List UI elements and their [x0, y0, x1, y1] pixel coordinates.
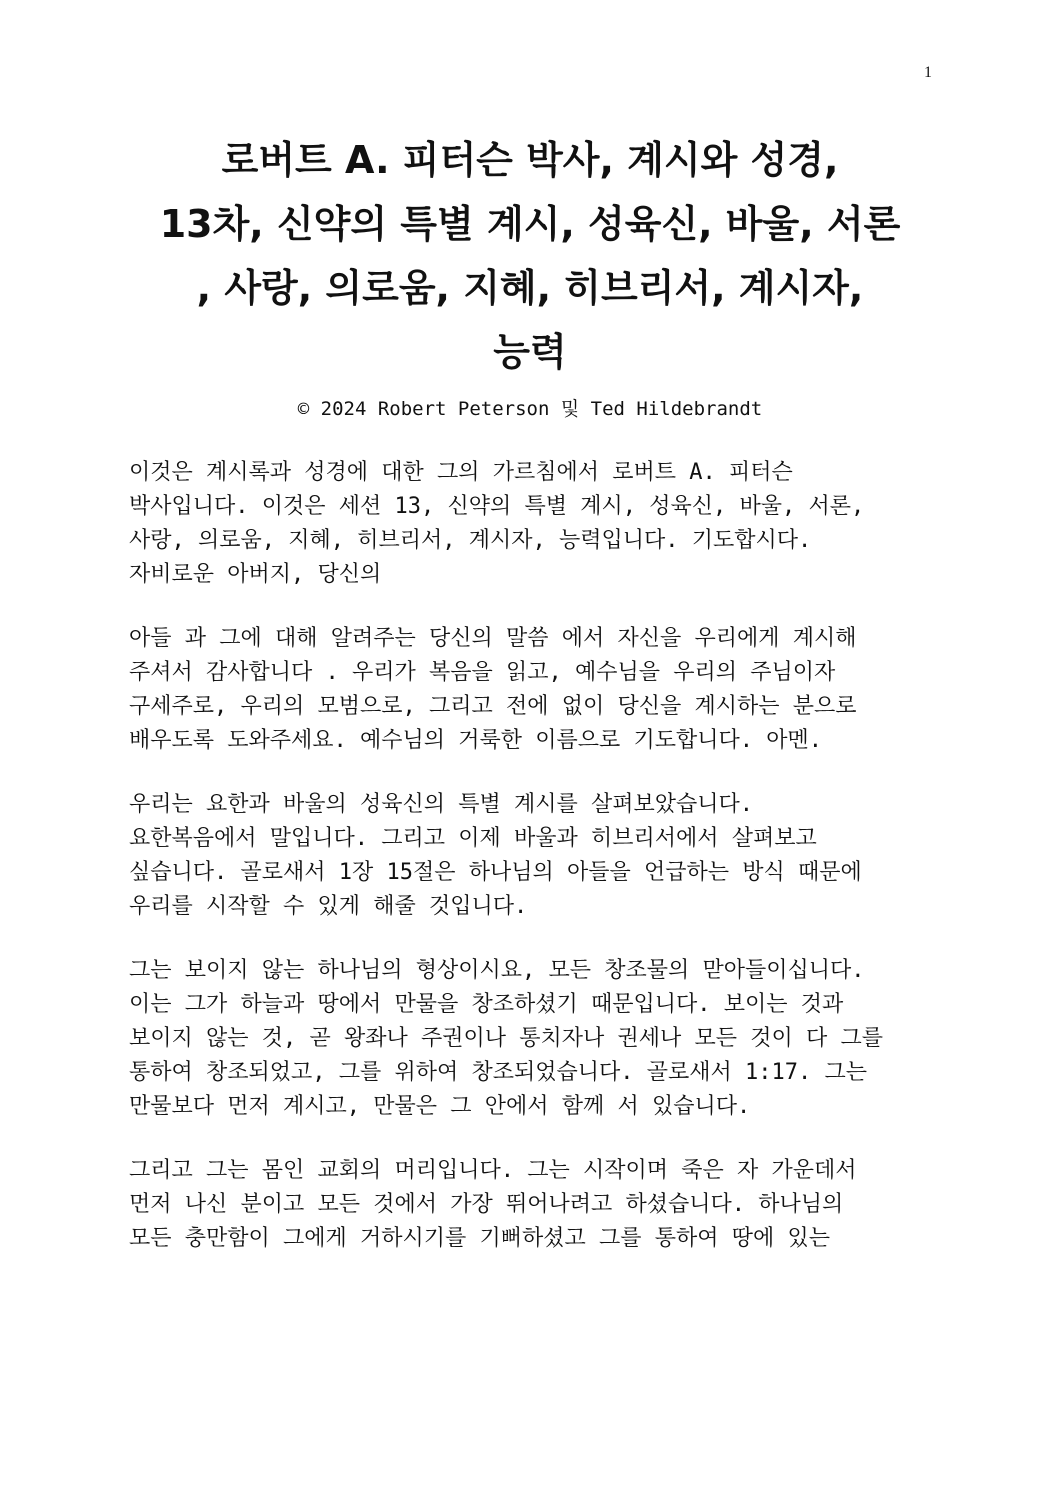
text-line: 박사입니다. 이것은 세션 13, 신약의 특별 계시, 성육신, 바울, 서론, — [129, 494, 865, 519]
text-line: 배우도록 도와주세요. 예수님의 거룩한 이름으로 기도합니다. 아멘. — [129, 728, 823, 753]
text-line: 싶습니다. 골로새서 1장 15절은 하나님의 아들을 언급하는 방식 때문에 — [129, 860, 862, 885]
text-line: 우리를 시작할 수 있게 해줄 것입니다. — [129, 894, 528, 919]
paragraph-5 — [129, 1154, 929, 1256]
text-line: 구세주로, 우리의 모범으로, 그리고 전에 없이 당신을 계시하는 분으로 — [129, 694, 857, 719]
text-line: 통하여 창조되었고, 그를 위하여 창조되었습니다. 골로새서 1:17. 그는 — [129, 1060, 867, 1085]
text-line: 주셔서 감사합니다 . 우리가 복음을 읽고, 예수님을 우리의 주님이자 — [129, 660, 836, 685]
text-line: 먼저 나신 분이고 모든 것에서 가장 뛰어나려고 하셨습니다. 하나님의 — [129, 1192, 844, 1217]
title-line: 로버트 A. 피터슨 박사, 계시와 성경, — [221, 138, 839, 182]
text-line: 우리는 요한과 바울의 성육신의 특별 계시를 살펴보았습니다. — [129, 792, 754, 817]
text-line: 만물보다 먼저 계시고, 만물은 그 안에서 함께 서 있습니다. — [129, 1094, 751, 1119]
text-line: 모든 충만함이 그에게 거하시기를 기뻐하셨고 그를 통하여 땅에 있는 — [129, 1226, 831, 1251]
paragraph-1 — [129, 456, 929, 592]
paragraph-3 — [129, 788, 929, 924]
paragraph-4 — [129, 954, 929, 1124]
copyright-notice: © 2024 Robert Peterson 및 Ted Hildebrandt — [297, 398, 763, 420]
text-line: 이것은 계시록과 성경에 대한 그의 가르침에서 로버트 A. 피터슨 — [129, 460, 793, 485]
document-title — [110, 128, 950, 384]
title-line: 능력 — [493, 330, 567, 374]
page-number: 1 — [924, 64, 932, 81]
title-line: , 사랑, 의로움, 지혜, 히브리서, 계시자, — [196, 266, 864, 310]
text-line: 사랑, 의로움, 지혜, 히브리서, 계시자, 능력입니다. 기도합시다. — [129, 528, 812, 553]
text-line: 그리고 그는 몸인 교회의 머리입니다. 그는 시작이며 죽은 자 가운데서 — [129, 1158, 857, 1183]
text-line: 요한복음에서 말입니다. 그리고 이제 바울과 히브리서에서 살펴보고 — [129, 826, 817, 851]
text-line: 자비로운 아버지, 당신의 — [129, 562, 382, 587]
text-line: 아들 과 그에 대해 알려주는 당신의 말씀 에서 자신을 우리에게 계시해 — [129, 626, 857, 651]
text-line: 보이지 않는 것, 곧 왕좌나 주권이나 통치자나 권세나 모든 것이 다 그를 — [129, 1026, 883, 1051]
title-line: 13차, 신약의 특별 계시, 성육신, 바울, 서론 — [159, 202, 901, 246]
document-body — [129, 456, 929, 1286]
paragraph-2 — [129, 622, 929, 758]
text-line: 이는 그가 하늘과 땅에서 만물을 창조하셨기 때문입니다. 보이는 것과 — [129, 992, 844, 1017]
text-line: 그는 보이지 않는 하나님의 형상이시요, 모든 창조물의 맏아들이십니다. — [129, 958, 865, 983]
